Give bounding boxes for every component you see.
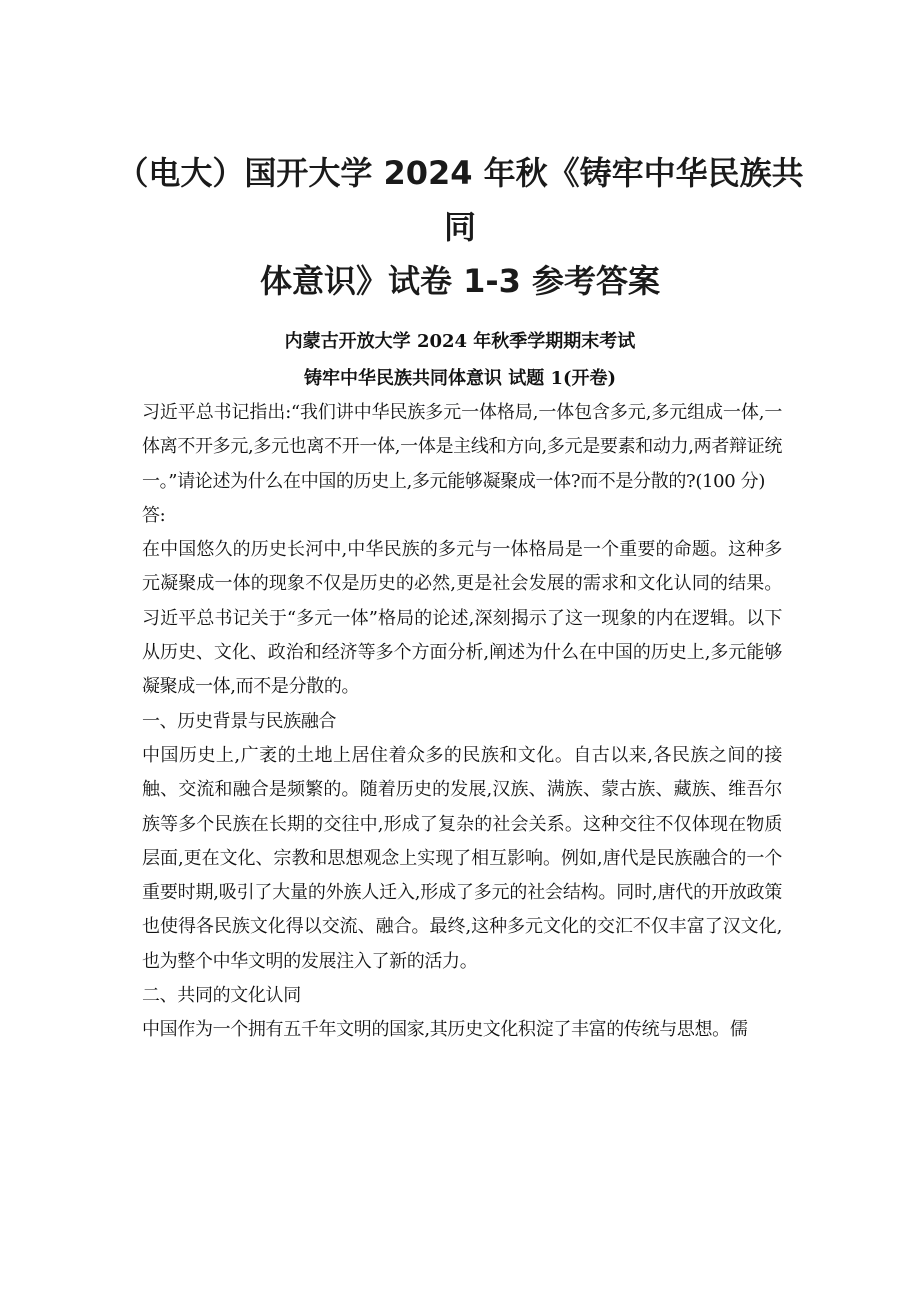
document-body (142, 396, 782, 1048)
section-1-heading: 一、历史背景与民族融合 (142, 710, 337, 732)
question-paragraph: 习近平总书记指出:“我们讲中华民族多元一体格局,一体包含多元,多元组成一体,一体离不开多元,多元也离不开一体,一体是主线和方向,多元是要素和动力,两者辩证统一。”请论述为什么在中国的历史上,多元能够凝聚成一体?而不是分散的?(100 分) (142, 402, 782, 492)
section-2-paragraph: 中国作为一个拥有五千年文明的国家,其历史文化积淀了丰富的传统与思想。儒 (142, 1019, 748, 1041)
document-title-line-1: （电大）国开大学 2024 年秋《铸牢中华民族共同 (116, 154, 804, 246)
intro-paragraph: 在中国悠久的历史长河中,中华民族的多元与一体格局是一个重要的命题。这种多元凝聚成一体的现象不仅是历史的必然,更是社会发展的需求和文化认同的结果。习近平总书记关于“多元一体”格局的论述,深刻揭示了这一现象的内在逻辑。以下从历史、文化、政治和经济等多个方面分析,阐述为什么在中国的历史上,多元能够凝聚成一体,而不是分散的。 (142, 539, 782, 698)
document-title (110, 146, 810, 308)
answer-label: 答: (142, 504, 166, 526)
section-1-paragraph: 中国历史上,广袤的土地上居住着众多的民族和文化。自古以来,各民族之间的接触、交流和融合是频繁的。随着历史的发展,汉族、满族、蒙古族、藏族、维吾尔族等多个民族在长期的交往中,形成了复杂的社会关系。这种交往不仅体现在物质层面,更在文化、宗教和思想观念上实现了相互影响。例如,唐代是民族融合的一个重要时期,吸引了大量的外族人迁入,形成了多元的社会结构。同时,唐代的开放政策也使得各民族文化得以交流、融合。最终,这种多元文化的交汇不仅丰富了汉文化,也为整个中华文明的发展注入了新的活力。 (142, 744, 782, 972)
exam-header: 内蒙古开放大学 2024 年秋季学期期末考试 (284, 331, 636, 352)
document-title-line-2: 体意识》试卷 1-3 参考答案 (259, 262, 661, 300)
exam-subtitle: 铸牢中华民族共同体意识 试题 1(开卷) (303, 368, 617, 389)
section-2-heading: 二、共同的文化认同 (142, 985, 301, 1007)
